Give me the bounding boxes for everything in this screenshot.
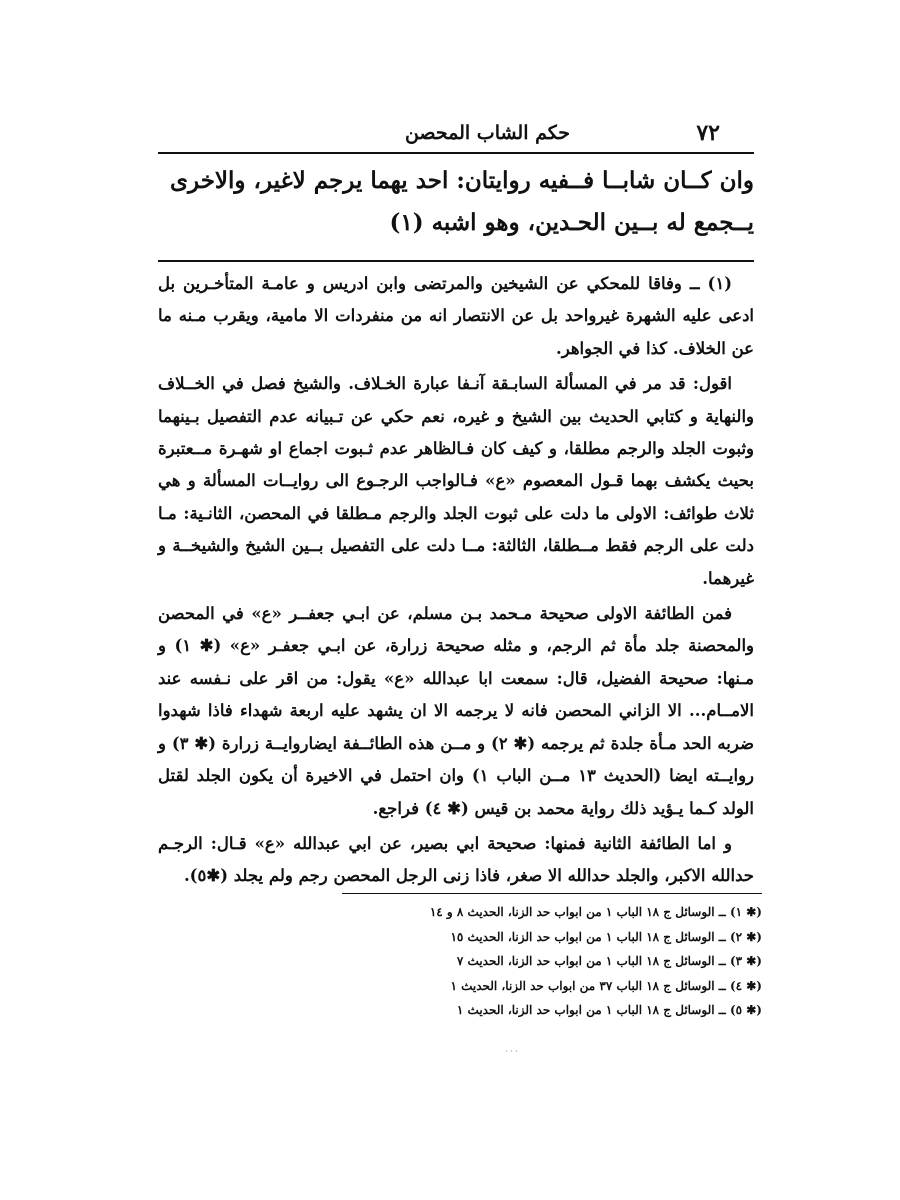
commentary-paragraph: و اما الطائفة الثانية فمنها: صحيحة ابي بصير، عن ابي عبدالله «ع» قـال: الرجـم حدالله الاكبر، والجلد حدالله الا صغر، فاذا زنى الرجل المحصن رجم ولم يجلد (✱٥). (158, 833, 754, 886)
commentary-rule (158, 260, 754, 262)
commentary-paragraph: (١) ــ وفاقا للمحكي عن الشيخين والمرتضى وابن ادريس و عامـة المتأخـرين بل ادعى عليه الشهرة غيرواحد بل عن الانتصار انه من منفردات الا مامية، ويقرب مـنه ما عن الخلاف. كذا في الجواهر. (158, 274, 754, 358)
main-text-line: يــجمع له بــين الحـدين، وهو اشبه (١) (389, 209, 754, 236)
running-title: حكم الشاب المحصن (404, 122, 570, 144)
page-number: ٧٢ (696, 120, 720, 146)
main-text (158, 160, 754, 244)
footnotes (330, 900, 762, 1023)
page-header (200, 118, 720, 148)
scan-specks: · · · (505, 1047, 518, 1056)
commentary-paragraph: اقول: قد مر في المسألة السابـقة آنـفا عبارة الخـلاف. والشيخ فصل في الخــلاف والنهاية و كتابي الحديث بين الشيخ و غيره، نعم حكي عن تـبيانه عدم التفصيل بـينهما وثبوت الجلد والرجم مطلقا، و كيف كان فـالظاهر عدم ثـبوت اجماع او شهـرة مــعتبرة بحيث يكشف بهما قـول المعصوم «ع» فـالواجب الرجـوع الى روايــات المسألة و هي ثلاث طوائف: الاولى ما دلت على ثبوت الجلد والرجم مـطلقا في المحصن، الثانـية: مـا دلت على الرجم فقط مــطلقا، الثالثة: مــا دلت على التفصيل بــين الشيخ والشيخــة و غيرهما. (158, 374, 754, 588)
commentary-section (158, 268, 754, 896)
header-rule (158, 152, 754, 154)
footnote-item: (✱ ٤) ــ الوسائل ج ١٨ الباب ٣٧ من ابواب حد الزنا، الحديث ١ (450, 978, 762, 993)
commentary-paragraph: فمن الطائفة الاولى صحيحة مـحمد بـن مسلم، عن ابـي جعفــر «ع» في المحصن والمحصنة جلد مأة ثم الرجم، و مثله صحيحة زرارة، عن ابـي جعفـر «ع» (✱ ١) و مـنها: صحيحة الفضيل، قال: سمعت ابا عبدالله «ع» يقول: من اقر على نـفسه عند الامــام... الا الزاني المحصن فانه لا يرجمه الا ان يشهد عليه اربعة شهداء فاذا شهدوا ضربه الحد مـأة جلدة ثم يرجمه (✱ ٢) و مــن هذه الطائــفة ايضاروايــة زرارة (✱ ٣) و روايــته ايضا (الحديث ١٣ مــن الباب ١) وان احتمل في الاخيرة أن يكون الجلد لقتل الولد كـما يـؤيد ذلك رواية محمد بن قيس (✱ ٤) فراجع. (158, 604, 755, 818)
footnote-item: (✱ ٣) ــ الوسائل ج ١٨ الباب ١ من ابواب حد الزنا، الحديث ٧ (456, 954, 762, 969)
main-text-line: وان كــان شابــا فــفيه روايتان: احد يهما يرجم لاغير، والاخرى (170, 167, 754, 194)
footnote-item: (✱ ٢) ــ الوسائل ج ١٨ الباب ١ من ابواب حد الزنا، الحديث ١٥ (450, 929, 762, 944)
footnote-item: (✱ ١) ــ الوسائل ج ١٨ الباب ١ من ابواب حد الزنا، الحديث ٨ و ١٤ (429, 905, 762, 919)
footnote-rule (342, 893, 762, 894)
footnote-item: (✱ ٥) ــ الوسائل ج ١٨ الباب ١ من ابواب حد الزنا، الحديث ١ (456, 1003, 762, 1018)
